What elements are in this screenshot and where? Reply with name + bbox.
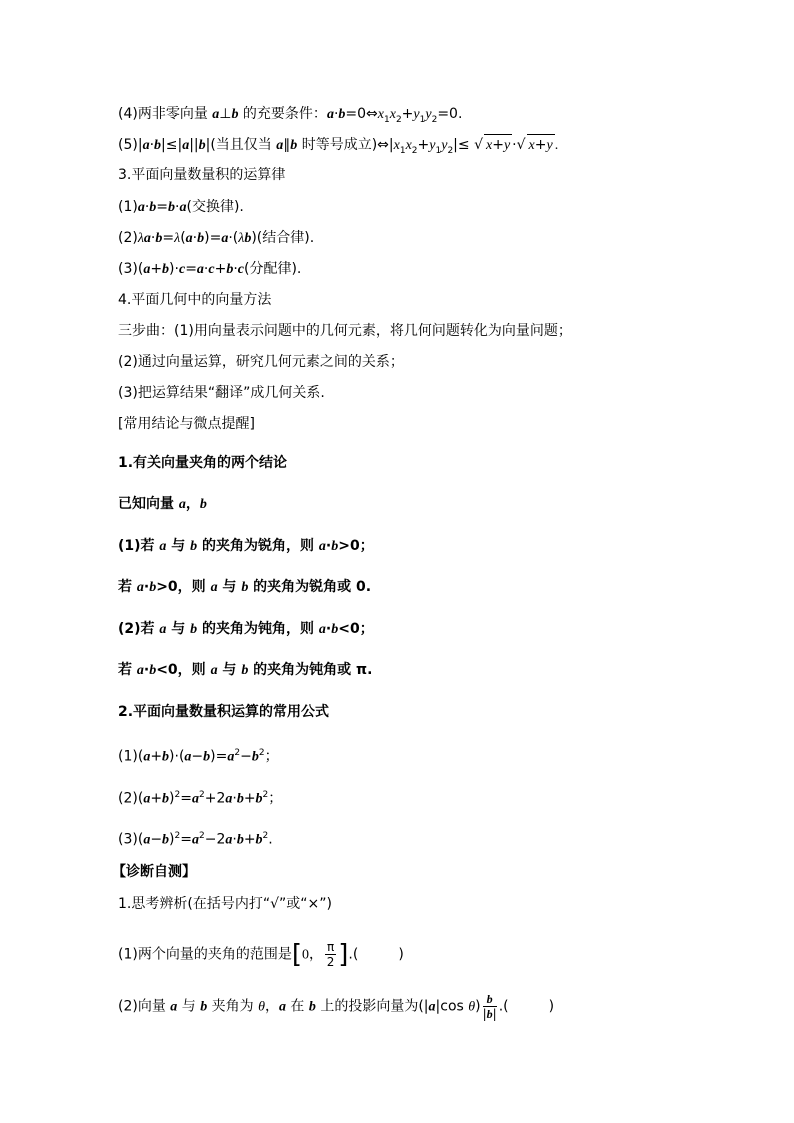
obtuse-converse: 若 a·b<0，则 a 与 b 的夹角为钝角或 π. [118, 662, 373, 678]
section-4-heading: 4.平面几何中的向量方法 [118, 292, 272, 308]
obtuse-condition: (2)若 a 与 b 的夹角为钝角，则 a·b<0； [118, 621, 374, 637]
formula-2: $(2)(a+b)^2=a^2+2a\cdot b+b^2$； [118, 790, 283, 807]
given-vectors: 已知向量 a，b [118, 496, 207, 512]
diagnosis-heading: 【诊断自测】 [112, 864, 196, 880]
conclusion-1-heading: 1.有关向量夹角的两个结论 [118, 455, 288, 471]
section-3-heading: 3.平面向量数量积的运算律 [118, 167, 286, 183]
three-steps-1: 三步曲：(1)用向量表示问题中的几何元素，将几何问题转化为向量问题； [118, 323, 572, 339]
law-associative: (2)λa·b=λ(a·b)=a·(λb)(结合律). [118, 230, 315, 246]
three-steps-3: (3)把运算结果“翻译”成几何关系. [118, 385, 325, 401]
formula-1: $(1)(a+b)\cdot(a-b)=a^2-b^2$； [118, 748, 279, 765]
common-conclusions-heading: [常用结论与微点提醒] [118, 416, 255, 432]
exercise-1-item-2: (2)向量 a 与 b 夹角为 θ，a 在 b 上的投影向量为(|a|cos θ) $\frac{b}{|b|}$ .( ) [118, 992, 555, 1021]
acute-condition: (1)若 a 与 b 的夹角为锐角，则 a·b>0； [118, 538, 374, 554]
acute-converse: 若 a·b>0，则 a 与 b 的夹角为锐角或 0. [118, 579, 372, 595]
three-steps-2: (2)通过向量运算，研究几何元素之间的关系； [118, 354, 404, 370]
exercise-1-heading: 1.思考辨析(在括号内打“√”或“×”) [118, 896, 332, 912]
formula-3: $(3)(a-b)^2=a^2-2a\cdot b+b^2$. [118, 831, 273, 848]
line-4-perpendicular: (4)两非零向量 a⊥b 的充要条件：$a\cdot b=0\Leftrightarrow x_1x_2+y_1y_2=0$. [118, 106, 463, 125]
law-commutative: (1)a·b=b·a(交换律). [118, 199, 244, 215]
conclusion-2-heading: 2.平面向量数量积运算的常用公式 [118, 704, 330, 720]
exercise-1-item-1: (1)两个向量的夹角的范围是[0， $\frac{\pi}{2}$ ].( ) [118, 939, 404, 970]
law-distributive: (3)(a+b)·c=a·c+b·c(分配律). [118, 261, 302, 277]
line-5-cauchy: (5)|a·b|≤|a||b|(当且仅当 a∥b 时等号成立)$\Leftrightarrow|x_1x_2+y_1y_2|\le$ √ x+y ·√ x+y . [118, 134, 558, 161]
